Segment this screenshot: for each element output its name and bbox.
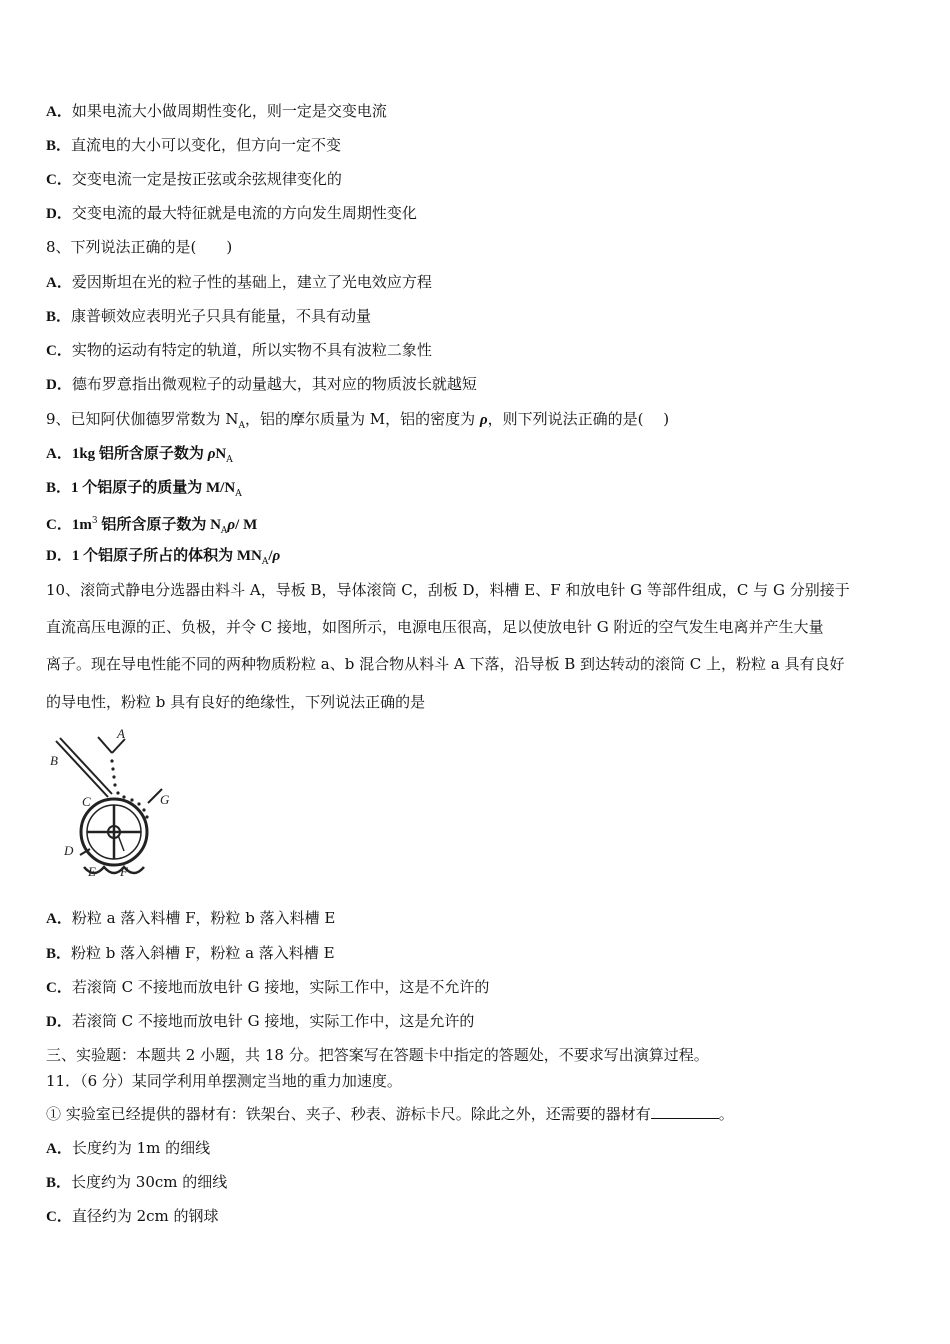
guide-plate-b bbox=[56, 741, 108, 797]
option-letter: C． bbox=[46, 343, 72, 359]
q9-stem-b: ，铝的摩尔质量为 M，铝的密度为 bbox=[244, 410, 480, 428]
q9c-post: / M bbox=[235, 517, 258, 533]
q11-option-b bbox=[46, 1172, 227, 1193]
label-a: A bbox=[117, 727, 125, 741]
q11-option-a bbox=[46, 1138, 210, 1159]
hopper-a bbox=[98, 737, 112, 753]
q8-option-a bbox=[46, 272, 432, 293]
option-text: 交变电流的最大特征就是电流的方向发生周期性变化 bbox=[71, 204, 417, 222]
option-letter: C． bbox=[46, 1209, 72, 1225]
option-letter: C． bbox=[46, 517, 72, 533]
option-letter: B． bbox=[46, 480, 72, 496]
q9-stem bbox=[46, 409, 669, 436]
option-letter: B． bbox=[46, 138, 72, 154]
q9-stem-rho: ρ bbox=[479, 412, 488, 428]
option-text: 粉粒 a 落入料槽 F，粉粒 b 落入料槽 E bbox=[71, 909, 336, 927]
label-f: F bbox=[120, 864, 128, 879]
label-b: B bbox=[50, 753, 58, 768]
q8-stem: 8、下列说法正确的是( ) bbox=[46, 238, 233, 256]
q10-option-d bbox=[46, 1011, 474, 1032]
label-g: G bbox=[160, 792, 170, 807]
q10-stem-line: 离子。现在导电性能不同的两种物质粉粒 a、b 混合物从料斗 A 下落，沿导板 B 到达转动的滚筒 C 上，粉粒 a 具有良好 bbox=[46, 655, 845, 673]
q11-sub1 bbox=[46, 1104, 734, 1124]
q10-option-c bbox=[46, 977, 489, 998]
q9-stem-sub: A bbox=[238, 421, 245, 431]
q9c-mid: 铝所含原子数为 N bbox=[97, 517, 221, 533]
option-text: 实物的运动有特定的轨道，所以实物不具有波粒二象性 bbox=[71, 341, 432, 359]
option-text: 若滚筒 C 不接地而放电针 G 接地，实际工作中，这是不允许的 bbox=[71, 978, 490, 996]
q11-stem: 11．（6 分）某同学利用单摆测定当地的重力加速度。 bbox=[46, 1072, 402, 1090]
option-text: 长度约为 30cm 的细线 bbox=[71, 1173, 228, 1191]
option-text: 康普顿效应表明光子只具有能量，不具有动量 bbox=[71, 307, 372, 325]
q7-option-c bbox=[46, 169, 342, 190]
option-letter: A． bbox=[46, 1141, 72, 1157]
label-e: E bbox=[88, 864, 96, 879]
q9a-n: N bbox=[215, 446, 227, 462]
option-text: 交变电流一定是按正弦或余弦规律变化的 bbox=[71, 170, 342, 188]
q10-option-b bbox=[46, 943, 335, 964]
option-letter: A． bbox=[46, 275, 72, 291]
q9c-sub: A bbox=[220, 526, 228, 536]
q9d-sub: A bbox=[261, 557, 269, 567]
option-letter: A． bbox=[46, 446, 72, 462]
q9a-pre: 1kg 铝所含原子数为 bbox=[71, 446, 208, 462]
q9c-pre: 1m bbox=[71, 517, 92, 533]
option-letter: D． bbox=[46, 1014, 72, 1030]
option-letter: B． bbox=[46, 1175, 72, 1191]
q9-option-a bbox=[46, 443, 233, 470]
q9c-sup: 3 bbox=[91, 516, 98, 526]
q7-option-a bbox=[46, 101, 387, 122]
answer-blank[interactable] bbox=[651, 1104, 719, 1119]
q9-stem-a: 9、已知阿伏伽德罗常数为 N bbox=[46, 410, 239, 428]
option-text: 粉粒 b 落入斜槽 F，粉粒 a 落入料槽 E bbox=[71, 944, 335, 962]
option-text: 若滚筒 C 不接地而放电针 G 接地，实际工作中，这是允许的 bbox=[71, 1012, 475, 1030]
label-d: D bbox=[64, 843, 74, 858]
q7-option-b bbox=[46, 135, 341, 156]
q9-option-c bbox=[46, 511, 257, 541]
option-text: 直径约为 2cm 的钢球 bbox=[71, 1207, 219, 1225]
section-heading: 三、实验题：本题共 2 小题，共 18 分。把答案写在答题卡中指定的答题处，不要求写出演算过程。 bbox=[46, 1046, 709, 1064]
option-letter: C． bbox=[46, 172, 72, 188]
q8-option-d bbox=[46, 374, 477, 395]
option-letter: D． bbox=[46, 548, 72, 564]
electrostatic-separator-figure bbox=[50, 727, 180, 882]
option-letter: D． bbox=[46, 206, 72, 222]
option-letter: D． bbox=[46, 377, 72, 393]
q10-stem-line: 10、滚筒式静电分选器由料斗 A，导板 B，导体滚筒 C，刮板 D，料槽 E、F 和放电针 G 等部件组成，C 与 G 分别接于 bbox=[46, 581, 850, 599]
q8-option-c bbox=[46, 340, 432, 361]
option-letter: A． bbox=[46, 911, 72, 927]
q9-option-b bbox=[46, 477, 242, 504]
option-letter: B． bbox=[46, 309, 72, 325]
option-text: 如果电流大小做周期性变化，则一定是交变电流 bbox=[71, 102, 387, 120]
q11-option-c bbox=[46, 1206, 219, 1227]
q9a-sub: A bbox=[226, 455, 233, 465]
q9c-rho: ρ bbox=[227, 517, 236, 533]
q8-option-b bbox=[46, 306, 371, 327]
q11-sub1-pre: ① 实验室已经提供的器材有：铁架台、夹子、秒表、游标卡尺。除此之外，还需要的器材有 bbox=[46, 1105, 651, 1123]
option-text: 爱因斯坦在光的粒子性的基础上，建立了光电效应方程 bbox=[71, 273, 432, 291]
q11-sub1-post: 。 bbox=[718, 1105, 734, 1123]
q9-option-d bbox=[46, 545, 280, 572]
q9-stem-c: ，则下列说法正确的是( ) bbox=[487, 410, 670, 428]
q9b-pre: 1 个铝原子的质量为 M/N bbox=[71, 480, 236, 496]
option-letter: B． bbox=[46, 946, 72, 962]
q9b-sub: A bbox=[235, 489, 242, 499]
option-text: 直流电的大小可以变化，但方向一定不变 bbox=[71, 136, 342, 154]
option-text: 长度约为 1m 的细线 bbox=[71, 1139, 211, 1157]
label-c: C bbox=[82, 794, 91, 809]
q9d-slash: / bbox=[268, 548, 273, 564]
option-letter: C． bbox=[46, 980, 72, 996]
q9d-rho: ρ bbox=[272, 548, 281, 564]
q9d-pre: 1 个铝原子所占的体积为 MN bbox=[71, 548, 262, 564]
option-text: 德布罗意指出微观粒子的动量越大，其对应的物质波长就越短 bbox=[71, 375, 477, 393]
q10-stem-line: 直流高压电源的正、负极，并令 C 接地，如图所示，电源电压很高，足以使放电针 G 附近的空气发生电离并产生大量 bbox=[46, 618, 824, 636]
q10-option-a bbox=[46, 908, 335, 929]
option-letter: A． bbox=[46, 104, 72, 120]
q7-option-d bbox=[46, 203, 417, 224]
q9a-rho: ρ bbox=[207, 446, 216, 462]
q10-stem-line: 的导电性，粉粒 b 具有良好的绝缘性，下列说法正确的是 bbox=[46, 693, 426, 711]
